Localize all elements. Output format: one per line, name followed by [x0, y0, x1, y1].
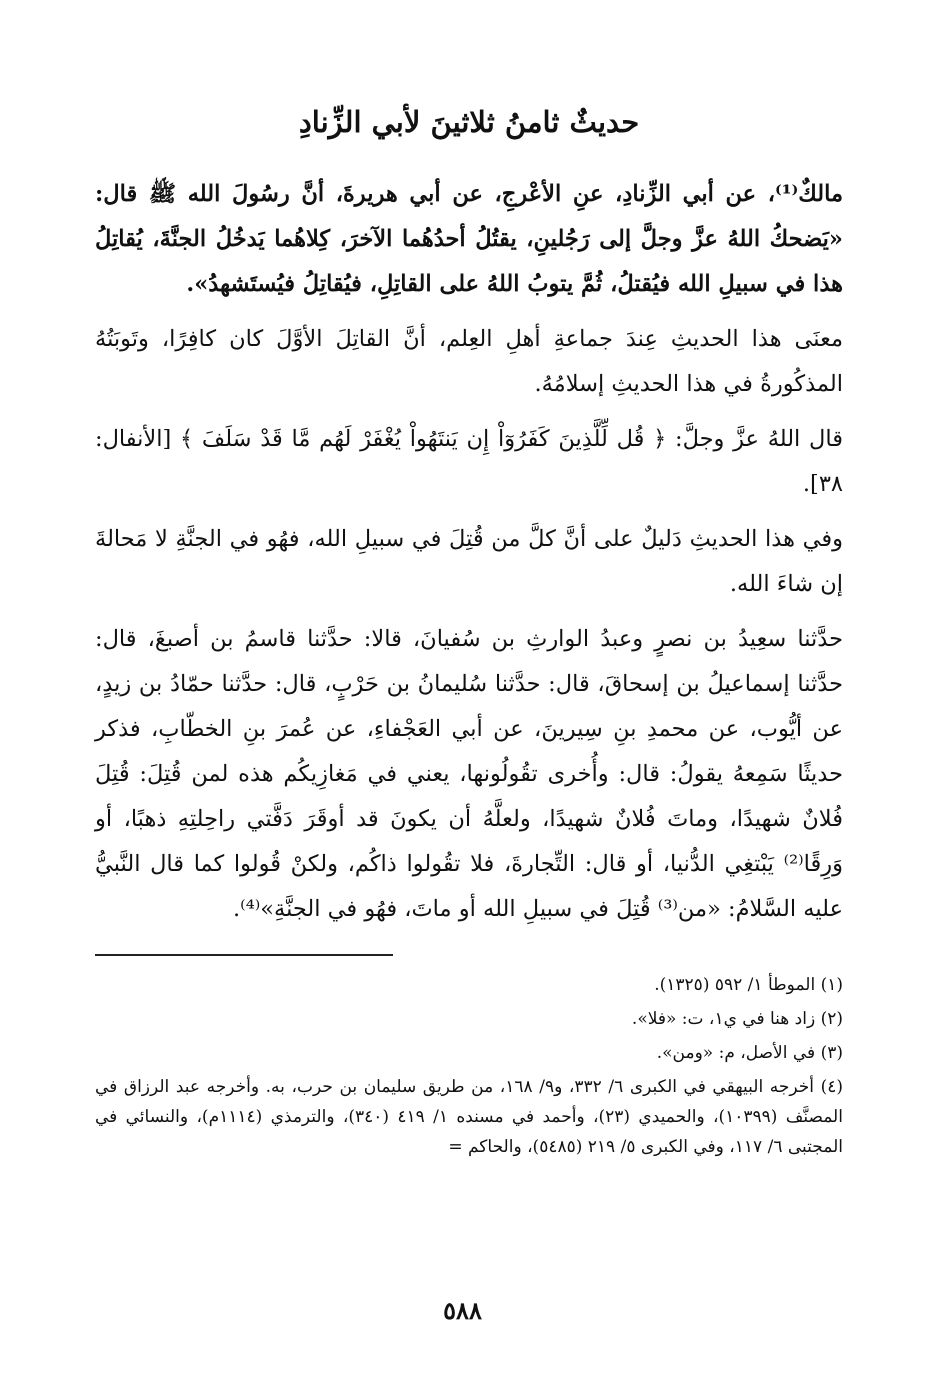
page-number: ٥٨٨: [443, 1296, 482, 1325]
footnote-4: (٤) أخرجه البيهقي في الكبرى ٦/ ٣٣٢، و٩/ ١٦٨، من طريق سليمان بن حرب، به. وأخرجه عبد الرزاق في المصنَّف (١٠٣٩٩)، والحميدي (٢٣)، وأحمد في مسنده ١/ ٤١٩ (٣٤٠)، والترمذي (١١١٤م)، والنسائي في المجتبى ٦/ ١١٧، وفي الكبرى ٥/ ٢١٩ (٥٤٨٥)، والحاكم =: [95, 1076, 843, 1157]
footnote-separator: [95, 954, 393, 956]
quran-citation-paragraph: قال اللهُ عزَّ وجلَّ: ﴿ قُل لِّلَّذِينَ كَفَرُوٓاْ إِن يَنتَهُواْ يُغْفَرْ لَهُم مَّا قَدْ سَلَفَ ﴾ [الأنفال: ٣٨].: [95, 425, 843, 497]
footnote-1: (١) الموطأ ١/ ٥٩٢ (١٣٢٥).: [654, 974, 843, 995]
footnote-2: (٢) زاد هنا في ي١، ت: «فلا».: [631, 1008, 843, 1029]
footnote-3: (٣) في الأصل، م: «ومن».: [656, 1042, 843, 1063]
chapter-title: حديثٌ ثامنُ ثلاثينَ لأبي الزِّنادِ: [298, 105, 640, 139]
isnad-paragraph: حدَّثنا سعِيدُ بن نصرٍ وعبدُ الوارثِ بن سُفيانَ، قالا: حدَّثنا قاسمُ بن أصبغَ، قال: حدَّثنا إسماعيلُ بن إسحاقَ، قال: حدَّثنا سُليمانُ بن حَرْبٍ، قال: حدَّثنا حمّادُ بن زيدٍ، عن أيُّوب، عن محمدِ بنِ سِيرينَ، عن أبي العَجْفاءِ، عن عُمرَ بنِ الخطّابِ، فذكر حديثًا سَمِعهُ يقولُ: قال: وأُخرى تقُولُونها، يعني في مَغازِيكُم هذه لمن قُتِلَ: قُتِلَ فُلانٌ شهيدًا، وماتَ فُلانٌ شهيدًا، ولعلَّهُ أن يكونَ قد أوقَرَ دَفَّتي راحِلتِهِ ذهبًا، أو وَرِقًا⁽²⁾ يَبْتغِي الدُّنيا، أو قال: التِّجارةَ، فلا تقُولوا ذاكُم، ولكنْ قُولوا كما قال النَّبيُّ عليه السَّلامُ: «من⁽³⁾ قُتِلَ في سبيلِ الله أو ماتَ، فهُو في الجنَّةِ»⁽⁴⁾.: [95, 625, 844, 922]
book-page: [95, 100, 843, 1166]
commentary-paragraph: معنَى هذا الحديثِ عِندَ جماعةِ أهلِ العِلم، أنَّ القاتِلَ الأوَّلَ كان كافِرًا، وتَوبَتُهُ المذكُورةُ في هذا الحديثِ إسلامُهُ.: [95, 325, 843, 397]
evidence-paragraph: وفي هذا الحديثِ دَليلٌ على أنَّ كلَّ من قُتِلَ في سبيلِ الله، فهُو في الجنَّةِ لا مَحالةَ إن شاءَ الله.: [95, 525, 843, 597]
hadith-text: مالكٌ⁽¹⁾، عن أبي الزِّنادِ، عنِ الأعْرجِ، عن أبي هريرةَ، أنَّ رسُولَ الله ﷺ قال: «يَضحكُ اللهُ عزَّ وجلَّ إلى رَجُلينِ، يقتُلُ أحدُهُما الآخرَ، كِلاهُما يَدخُلُ الجنَّةَ، يُقاتِلُ هذا في سبيلِ الله فيُقتلُ، ثُمَّ يتوبُ اللهُ على القاتِلِ، فيُقاتِلُ فيُستَشهدُ».: [95, 180, 843, 297]
footnotes: [95, 970, 843, 1162]
